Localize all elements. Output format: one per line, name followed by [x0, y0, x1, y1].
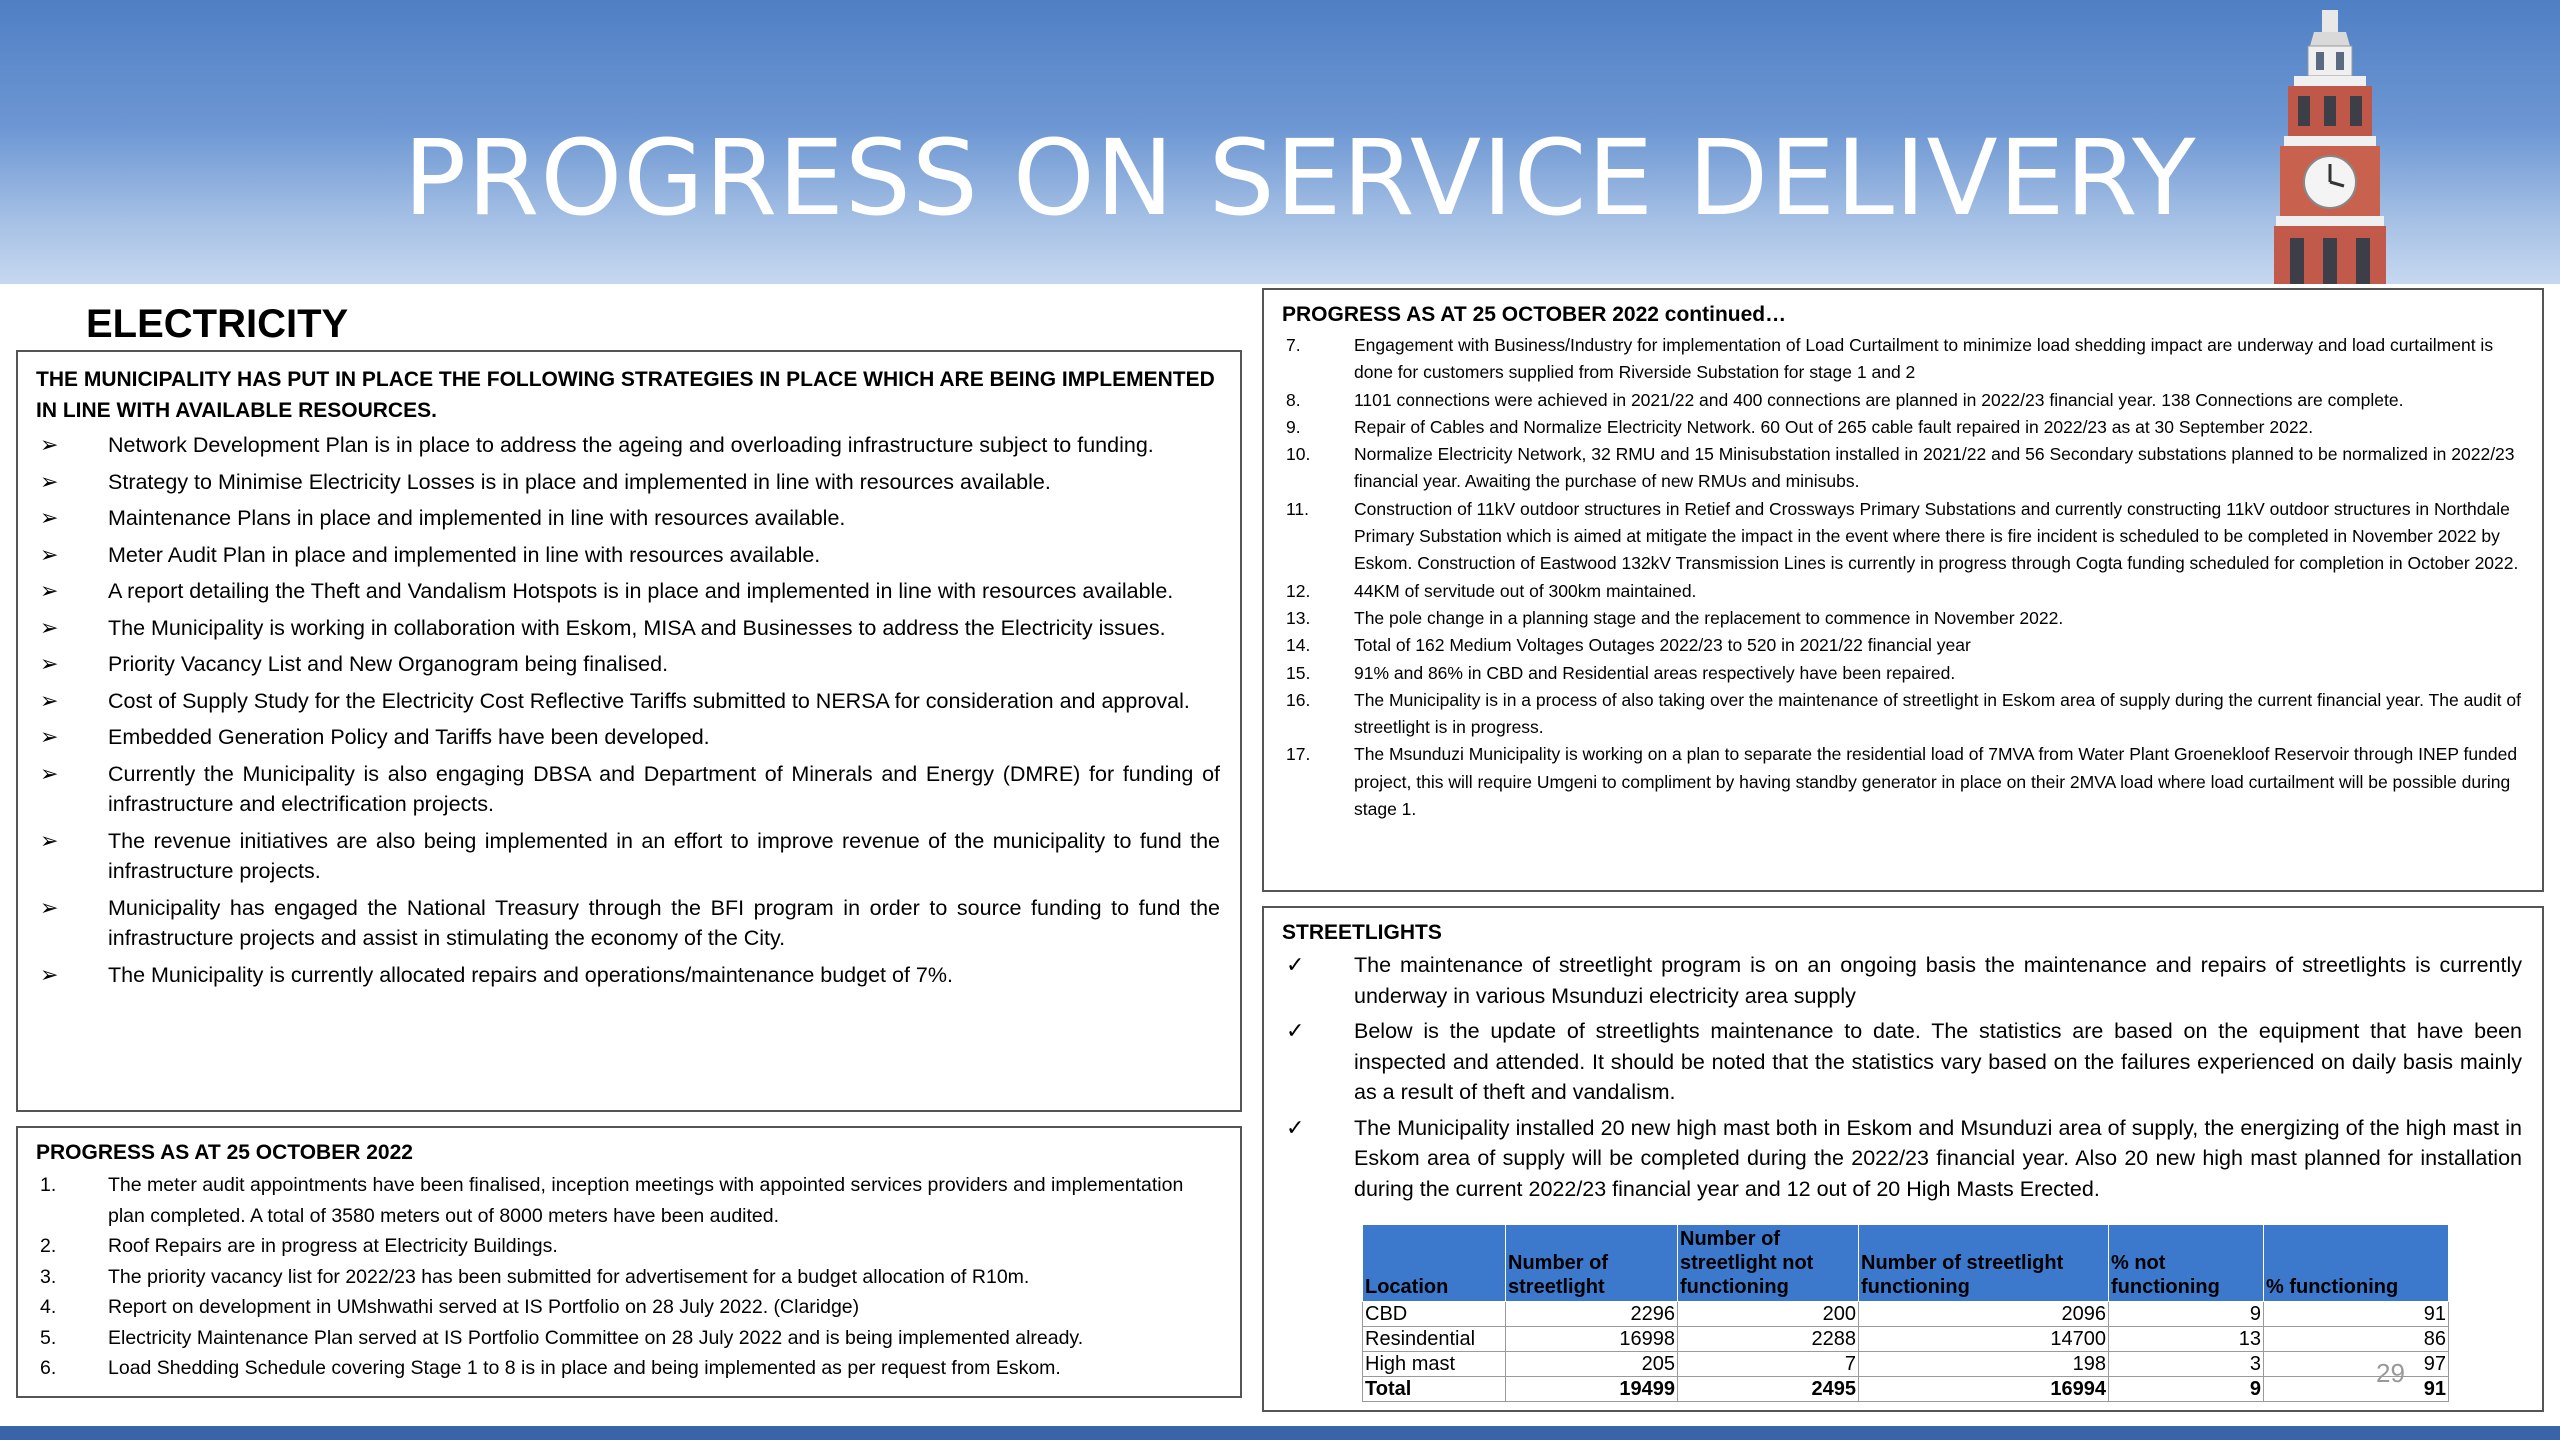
arrow-bullet-icon: ➢ [40, 724, 59, 749]
list-item: ➢ Strategy to Minimise Electricity Losses is in place and implemented in line with resources available. [36, 467, 1220, 498]
list-item: 17. The Msunduzi Municipality is working on a plan to separate the residential load of 7MVA from Water Plant Groenekloof Reservoir through INEP funded project, this will require Umgeni to compliment by having standby generator in place on their 2MVA load where load curtailment will be possible during stage 1. [1286, 744, 2518, 820]
progress-continued-title: PROGRESS AS AT 25 OCTOBER 2022 continued… [1282, 303, 1787, 326]
list-item: 9. Repair of Cables and Normalize Electricity Network. 60 Out of 265 cable fault repaired in 2022/23 as at 30 September 2022. [1286, 416, 2314, 437]
progress-list [36, 1170, 1220, 1384]
list-item: 16. The Municipality is in a process of also taking over the maintenance of streetlight in Eskom area of supply during the current financial year. The audit of streetlight is in progress. [1286, 689, 2521, 738]
column-header: % not functioning [2109, 1225, 2264, 1302]
column-header: Number of streetlight not functioning [1678, 1225, 1859, 1302]
list-item: ✓ The maintenance of streetlight program is on an ongoing basis the maintenance and repairs of streetlights is currently underway in various Msunduzi electricity area supply [1286, 952, 2522, 1008]
list-item: ➢ The Municipality is working in collaboration with Eskom, MISA and Businesses to address the Electricity issues. [36, 613, 1220, 644]
list-item: 11. Construction of 11kV outdoor structures in Retief and Crossways Primary Substations and currently constructing 11kV outdoor structures in Northdale Primary Substation which is aimed at mitigate the impact in the event where there is fire incident is scheduled to be completed in November 2022 by Eskom. Construction of Eastwood 132kV Transmission Lines is currently in progress through Cogta funding scheduled for completion in October 2022. [1286, 498, 2519, 574]
table-header-row [1363, 1225, 2449, 1302]
table-row: Resindential 16998 2288 14700 13 86 [1363, 1327, 2449, 1352]
list-item: ➢ Priority Vacancy List and New Organogram being finalised. [36, 649, 1220, 680]
list-item: ➢ Cost of Supply Study for the Electricity Cost Reflective Tariffs submitted to NERSA for consideration and approval. [36, 686, 1220, 717]
table-row: CBD 2296 200 2096 9 91 [1363, 1302, 2449, 1327]
list-item: 7. Engagement with Business/Industry for implementation of Load Curtailment to minimize load shedding impact are underway and load curtailment is done for customers supplied from Riverside Substation for stage 1 and 2 [1286, 335, 2494, 383]
list-item: 10. Normalize Electricity Network, 32 RMU and 15 Minisubstation installed in 2021/22 and 56 Secondary substations planned to be normalized in 2022/23 financial year. Awaiting the purchase of new RMUs and minisubs. [1286, 444, 2515, 492]
arrow-bullet-icon: ➢ [40, 505, 59, 530]
list-item: ➢ Municipality has engaged the National Treasury through the BFI program in order to source funding to fund the infrastructure projects and assist in stimulating the economy of the City. [40, 894, 1220, 950]
arrow-bullet-icon: ➢ [40, 541, 59, 567]
list-item: 2. Roof Repairs are in progress at Electricity Buildings. [40, 1235, 558, 1257]
header-banner [0, 0, 2560, 284]
page-number: 29 [2376, 1358, 2405, 1388]
progress-panel [16, 1126, 1242, 1398]
check-bullet-icon: ✓ [1286, 1114, 1305, 1140]
list-item: 13. The pole change in a planning stage and the replacement to commence in November 2022. [1286, 607, 2064, 628]
list-item: 12. 44KM of servitude out of 300km maintained. [1286, 580, 1697, 601]
streetlights-table [1362, 1224, 2449, 1402]
column-header: % functioning [2264, 1225, 2449, 1302]
check-bullet-icon: ✓ [1286, 1018, 1305, 1043]
list-item: 15. 91% and 86% in CBD and Residential areas respectively have been repaired. [1286, 662, 1956, 683]
table-row: High mast 205 7 198 3 97 [1363, 1352, 2449, 1377]
section-title: ELECTRICITY [86, 302, 349, 346]
arrow-bullet-icon: ➢ [40, 578, 59, 603]
list-item: 1. The meter audit appointments have been finalised, inception meetings with appointed services providers and implementation plan completed. A total of 3580 meters out of 8000 meters have been audited. [40, 1174, 1184, 1227]
list-item: 14. Total of 162 Medium Voltages Outages 2022/23 to 520 in 2021/22 financial year [1286, 635, 1971, 656]
progress-title: PROGRESS AS AT 25 OCTOBER 2022 [36, 1141, 413, 1164]
list-item: ➢ A report detailing the Theft and Vandalism Hotspots is in place and implemented in line with resources available. [36, 576, 1220, 607]
strategies-panel [16, 350, 1242, 1112]
list-item: ➢ Embedded Generation Policy and Tariffs have been developed. [36, 722, 1220, 753]
list-item: ✓ The Municipality installed 20 new high mast both in Eskom and Msunduzi area of supply, the energizing of the high mast in Eskom area of supply will be completed during the 2022/23 financial year. Also 20 new high mast planned for installation during the current 2022/23 financial year and 12 out of 20 High Masts Erected. [1286, 1114, 2522, 1201]
progress-continued-list [1282, 332, 2522, 823]
list-item: 8. 1101 connections were achieved in 2021/22 and 400 connections are planned in 2022/23 financial year. 138 Connections are complete. [1286, 389, 2404, 410]
progress-continued-panel [1262, 288, 2544, 892]
streetlights-list [1282, 950, 2522, 1204]
page-title: PROGRESS ON SERVICE DELIVERY [403, 117, 2197, 239]
check-bullet-icon: ✓ [1286, 952, 1305, 977]
strategies-intro: THE MUNICIPALITY HAS PUT IN PLACE THE FOLLOWING STRATEGIES IN PLACE WHICH ARE BEING IMPLEMENTED IN LINE WITH AVAILABLE RESOURCES. [36, 368, 1215, 422]
streetlights-title: STREETLIGHTS [1282, 921, 1442, 944]
arrow-bullet-icon: ➢ [40, 468, 59, 494]
arrow-bullet-icon: ➢ [40, 614, 59, 640]
list-item: ➢ The Municipality is currently allocated repairs and operations/maintenance budget of 7%. [36, 960, 1220, 991]
column-header: Number of streetlight [1506, 1225, 1678, 1302]
arrow-bullet-icon: ➢ [40, 760, 59, 786]
footer-bar [0, 1426, 2560, 1440]
arrow-bullet-icon: ➢ [40, 651, 59, 676]
list-item: ➢ Meter Audit Plan in place and implemented in line with resources available. [36, 540, 1220, 571]
strategies-list [36, 430, 1220, 990]
list-item: ➢ Currently the Municipality is also engaging DBSA and Department of Minerals and Energy (DMRE) for funding of infrastructure and electrification projects. [40, 760, 1220, 816]
column-header: Location [1363, 1225, 1506, 1302]
list-item: ➢ Maintenance Plans in place and implemented in line with resources available. [36, 503, 1220, 534]
clock-tower-image [2210, 0, 2450, 284]
list-item: ✓ Below is the update of streetlights maintenance to date. The statistics are based on the equipment that have been inspected and attended. It should be noted that the statistics vary based on the failures experienced on daily basis mainly as a result of theft and vandalism. [1286, 1018, 2522, 1104]
list-item: 5. Electricity Maintenance Plan served at IS Portfolio Committee on 28 July 2022 and is being implemented already. [40, 1326, 1084, 1349]
table-total-row: Total 19499 2495 16994 9 91 [1363, 1377, 2449, 1402]
arrow-bullet-icon: ➢ [40, 432, 59, 457]
arrow-bullet-icon: ➢ [40, 894, 59, 920]
list-item: ➢ Network Development Plan is in place to address the ageing and overloading infrastructure subject to funding. [36, 430, 1220, 461]
column-header: Number of streetlight functioning [1859, 1225, 2109, 1302]
list-item: 6. Load Shedding Schedule covering Stage 1 to 8 is in place and being implemented as per request from Eskom. [40, 1357, 1061, 1379]
list-item: 3. The priority vacancy list for 2022/23 has been submitted for advertisement for a budget allocation of R10m. [40, 1265, 1030, 1288]
arrow-bullet-icon: ➢ [40, 827, 59, 853]
arrow-bullet-icon: ➢ [40, 687, 59, 713]
list-item: ➢ The revenue initiatives are also being implemented in an effort to improve revenue of the municipality to fund the infrastructure projects. [40, 827, 1220, 883]
list-item: 4. Report on development in UMshwathi served at IS Portfolio on 28 July 2022. (Claridge) [40, 1296, 860, 1318]
arrow-bullet-icon: ➢ [40, 961, 59, 987]
